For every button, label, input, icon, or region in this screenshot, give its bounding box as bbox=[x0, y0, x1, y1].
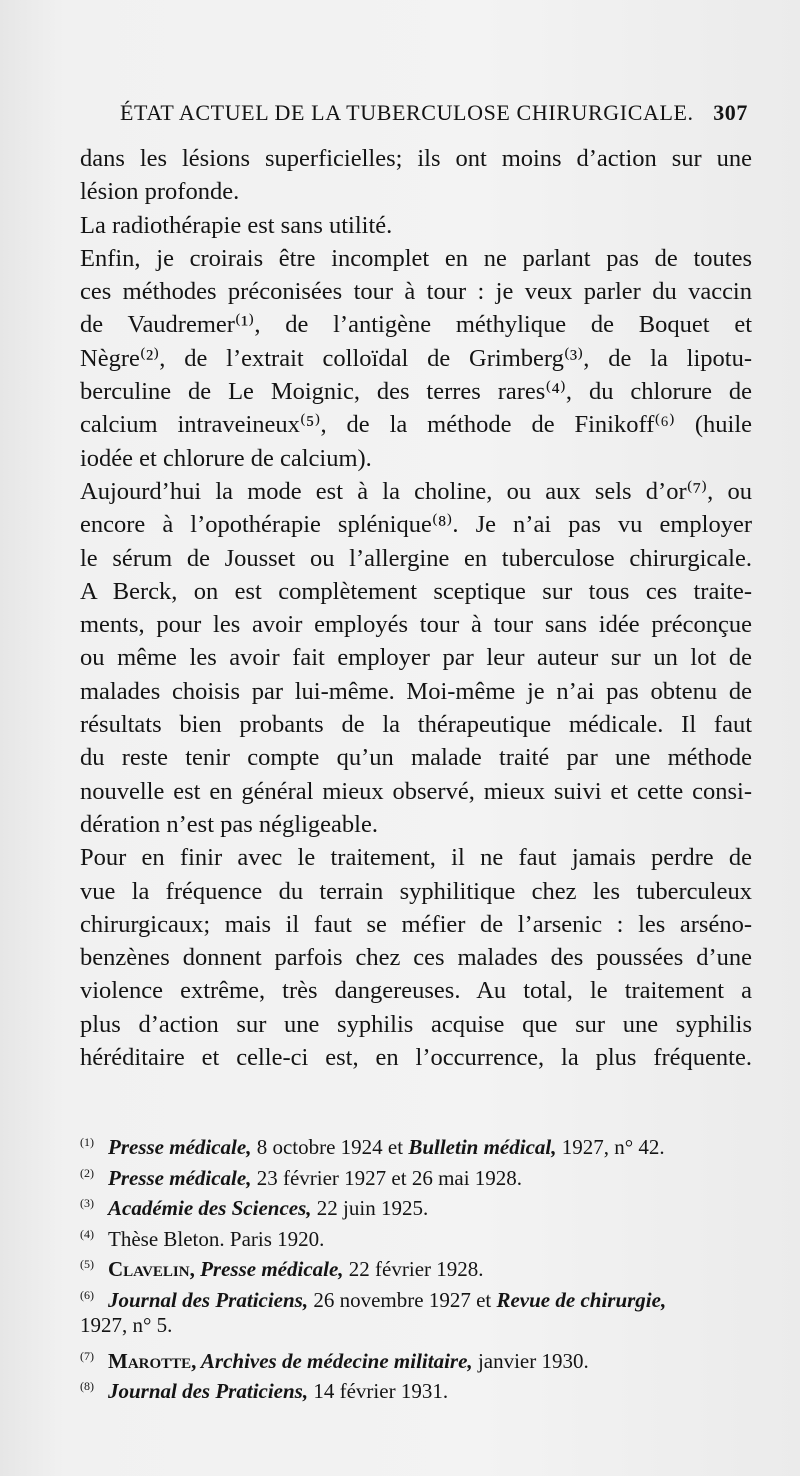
text-line: vue la fréquence du terrain syphilitique chez les tuberculeux bbox=[80, 877, 752, 905]
text-line: malades choisis par lui-même. Moi-même je n’ai pas obtenu de bbox=[80, 677, 752, 705]
footnote-6 bbox=[80, 1280, 750, 1311]
body-text bbox=[80, 142, 752, 1074]
text-line: lésion profonde. bbox=[80, 178, 240, 206]
footnote-4 bbox=[80, 1219, 750, 1250]
footnote-text: Thèse Bleton. Paris 1920. bbox=[108, 1226, 325, 1251]
text-line: benzènes donnent parfois chez ces malades des poussées d’une bbox=[80, 944, 752, 972]
footnote-source: Presse médicale, bbox=[108, 1135, 252, 1159]
footnote-source: Journal des Praticiens, bbox=[108, 1379, 309, 1403]
footnote-3 bbox=[80, 1188, 750, 1219]
footnote-2 bbox=[80, 1158, 750, 1189]
text-line: La radiothérapie est sans utilité. bbox=[80, 211, 393, 239]
footnote-1 bbox=[80, 1127, 750, 1158]
footnote-source: Bulletin médical, bbox=[408, 1135, 557, 1159]
footnote-marker: (2) bbox=[80, 1165, 94, 1180]
text-line: chirurgicaux; mais il faut se méfier de l’arsenic : les arséno- bbox=[80, 910, 752, 938]
footnote-source: Archives de médecine militaire, bbox=[196, 1348, 473, 1373]
footnote-marker: (4) bbox=[80, 1226, 94, 1241]
footnote-text: 14 février 1931. bbox=[308, 1379, 449, 1403]
text-line: plus d’action sur une syphilis acquise que sur une syphilis bbox=[80, 1010, 752, 1038]
footnote-author: Clavelin, bbox=[108, 1257, 195, 1281]
footnote-author: Marotte, bbox=[108, 1348, 197, 1373]
running-title: ÉTAT ACTUEL DE LA TUBERCULOSE CHIRURGICALE. bbox=[120, 100, 694, 125]
page-header bbox=[120, 100, 748, 132]
footnote-marker: (6) bbox=[80, 1287, 94, 1302]
footnote-source: Presse médicale, bbox=[108, 1165, 252, 1190]
text-line: Pour en finir avec le traitement, il ne faut jamais perdre de bbox=[80, 844, 752, 872]
text-line: ces méthodes préconisées tour à tour : je veux parler du vaccin bbox=[80, 278, 752, 306]
footnote-text: 23 février 1927 et 26 mai 1928. bbox=[251, 1165, 523, 1190]
footnote-marker: (7) bbox=[80, 1348, 94, 1363]
page-number: 307 bbox=[713, 100, 748, 125]
footnote-text: 26 novembre 1927 et bbox=[308, 1287, 497, 1312]
footnote-source: Revue de chirurgie, bbox=[496, 1287, 667, 1312]
text-line: dans les lésions superficielles; ils ont moins d’action sur une bbox=[80, 145, 752, 172]
text-line: héréditaire et celle-ci est, en l’occurrence, la plus fréquente. bbox=[80, 1044, 752, 1072]
text-line: A Berck, on est complètement sceptique sur tous ces traite- bbox=[80, 577, 752, 605]
footnote-source: Presse médicale, bbox=[194, 1257, 344, 1281]
footnote-7 bbox=[80, 1341, 750, 1372]
footnote-marker: (3) bbox=[80, 1196, 94, 1210]
footnote-source: Académie des Sciences, bbox=[108, 1196, 312, 1220]
text-line: violence extrême, très dangereuses. Au total, le traitement a bbox=[80, 977, 752, 1005]
text-line: ou même les avoir fait employer par leur auteur sur un lot de bbox=[80, 644, 752, 672]
text-line: iodée et chlorure de calcium). bbox=[80, 444, 372, 472]
footnote-marker: (8) bbox=[80, 1379, 94, 1393]
footnote-text: 1927, n° 42. bbox=[556, 1135, 665, 1159]
footnote-6-continued: 1927, n° 5. bbox=[80, 1313, 173, 1337]
text-line: de Vaudremer⁽¹⁾, de l’antigène méthylique de Boquet et bbox=[80, 311, 752, 339]
text-line: du reste tenir compte qu’un malade traité par une méthode bbox=[80, 744, 752, 772]
text-line: dération n’est pas négligeable. bbox=[80, 810, 378, 838]
text-line: le sérum de Jousset ou l’allergine en tuberculose chirurgicale. bbox=[80, 544, 752, 572]
text-line: Aujourd’hui la mode est à la choline, ou aux sels d’or⁽⁷⁾, ou bbox=[80, 477, 752, 505]
text-line: encore à l’opothérapie splénique⁽⁸⁾. Je n’ai pas vu employer bbox=[80, 511, 752, 539]
text-line: berculine de Le Moignic, des terres rares⁽⁴⁾, du chlorure de bbox=[80, 378, 752, 406]
text-line: Nègre⁽²⁾, de l’extrait colloïdal de Grimberg⁽³⁾, de la lipotu- bbox=[80, 344, 752, 372]
footnote-source: Journal des Praticiens, bbox=[108, 1287, 309, 1312]
footnotes bbox=[80, 1127, 750, 1402]
footnote-text: 22 juin 1925. bbox=[311, 1196, 429, 1220]
text-line: nouvelle est en général mieux observé, mieux suivi et cette consi- bbox=[80, 777, 752, 805]
footnote-text: 8 octobre 1924 et bbox=[251, 1135, 409, 1159]
footnote-text: janvier 1930. bbox=[472, 1348, 589, 1373]
footnote-8 bbox=[80, 1371, 750, 1402]
footnote-marker: (5) bbox=[80, 1257, 94, 1271]
text-line: ments, pour les avoir employés tour à tour sans idée préconçue bbox=[80, 611, 752, 639]
footnote-marker: (1) bbox=[80, 1135, 94, 1149]
footnote-text: 22 février 1928. bbox=[343, 1257, 484, 1281]
text-line: Enfin, je croirais être incomplet en ne parlant pas de toutes bbox=[80, 244, 752, 272]
text-line: calcium intraveineux⁽⁵⁾, de la méthode de Finikoff⁽⁶⁾ (huile bbox=[80, 411, 752, 439]
footnote-5 bbox=[80, 1249, 750, 1280]
text-line: résultats bien probants de la thérapeutique médicale. Il faut bbox=[80, 711, 752, 739]
